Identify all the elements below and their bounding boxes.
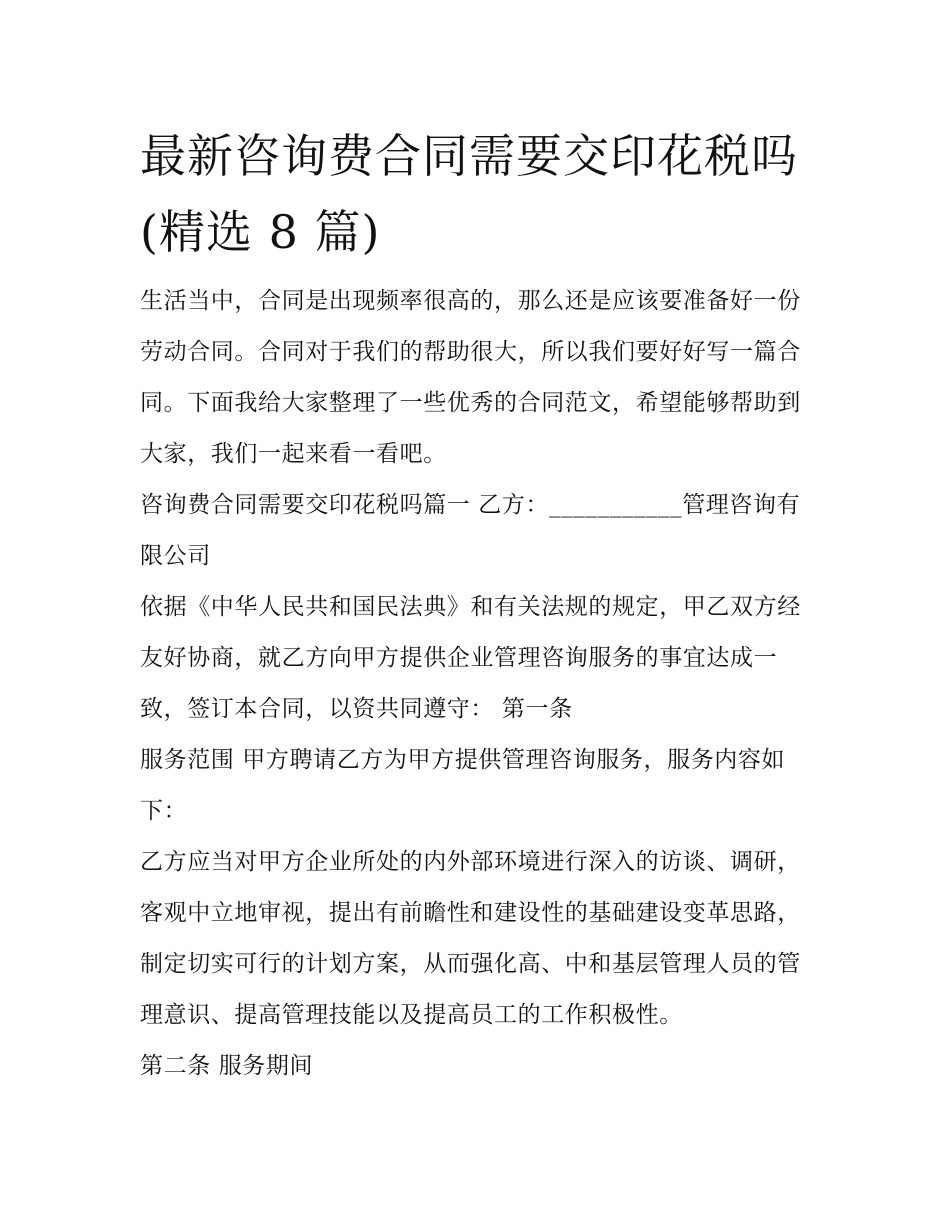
intro-paragraph: 生活当中，合同是出现频率很高的，那么还是应该要准备好一份劳动合同。合同对于我们的帮助很大，所以我们要好好写一篇合同。下面我给大家整理了一些优秀的合同范文，希望能够帮助到大家，我们一起来看一看吧。	[140, 288, 801, 467]
service-period-heading: 第二条 服务期间	[140, 1053, 314, 1079]
document-body	[140, 276, 815, 1092]
document-title: 最新咨询费合同需要交印花税吗(精选 8 篇)	[140, 129, 798, 259]
legal-basis-paragraph: 依据《中华人民共和国民法典》和有关法规的规定，甲乙双方经友好协商，就乙方向甲方提供企业管理咨询服务的事宜达成一致，签订本合同，以资共同遵守： 第一条	[140, 594, 801, 722]
service-content-paragraph: 乙方应当对甲方企业所处的内外部环境进行深入的访谈、调研，客观中立地审视，提出有前瞻性和建设性的基础建设变革思路，制定切实可行的计划方案，从而强化高、中和基层管理人员的管理意识、提高管理技能以及提高员工的工作积极性。	[140, 849, 801, 1028]
service-scope-paragraph: 服务范围 甲方聘请乙方为甲方提供管理咨询服务，服务内容如下：	[140, 747, 786, 824]
section-heading-party-b: 咨询费合同需要交印花税吗篇一 乙方：___________管理咨询有限公司	[140, 492, 801, 569]
